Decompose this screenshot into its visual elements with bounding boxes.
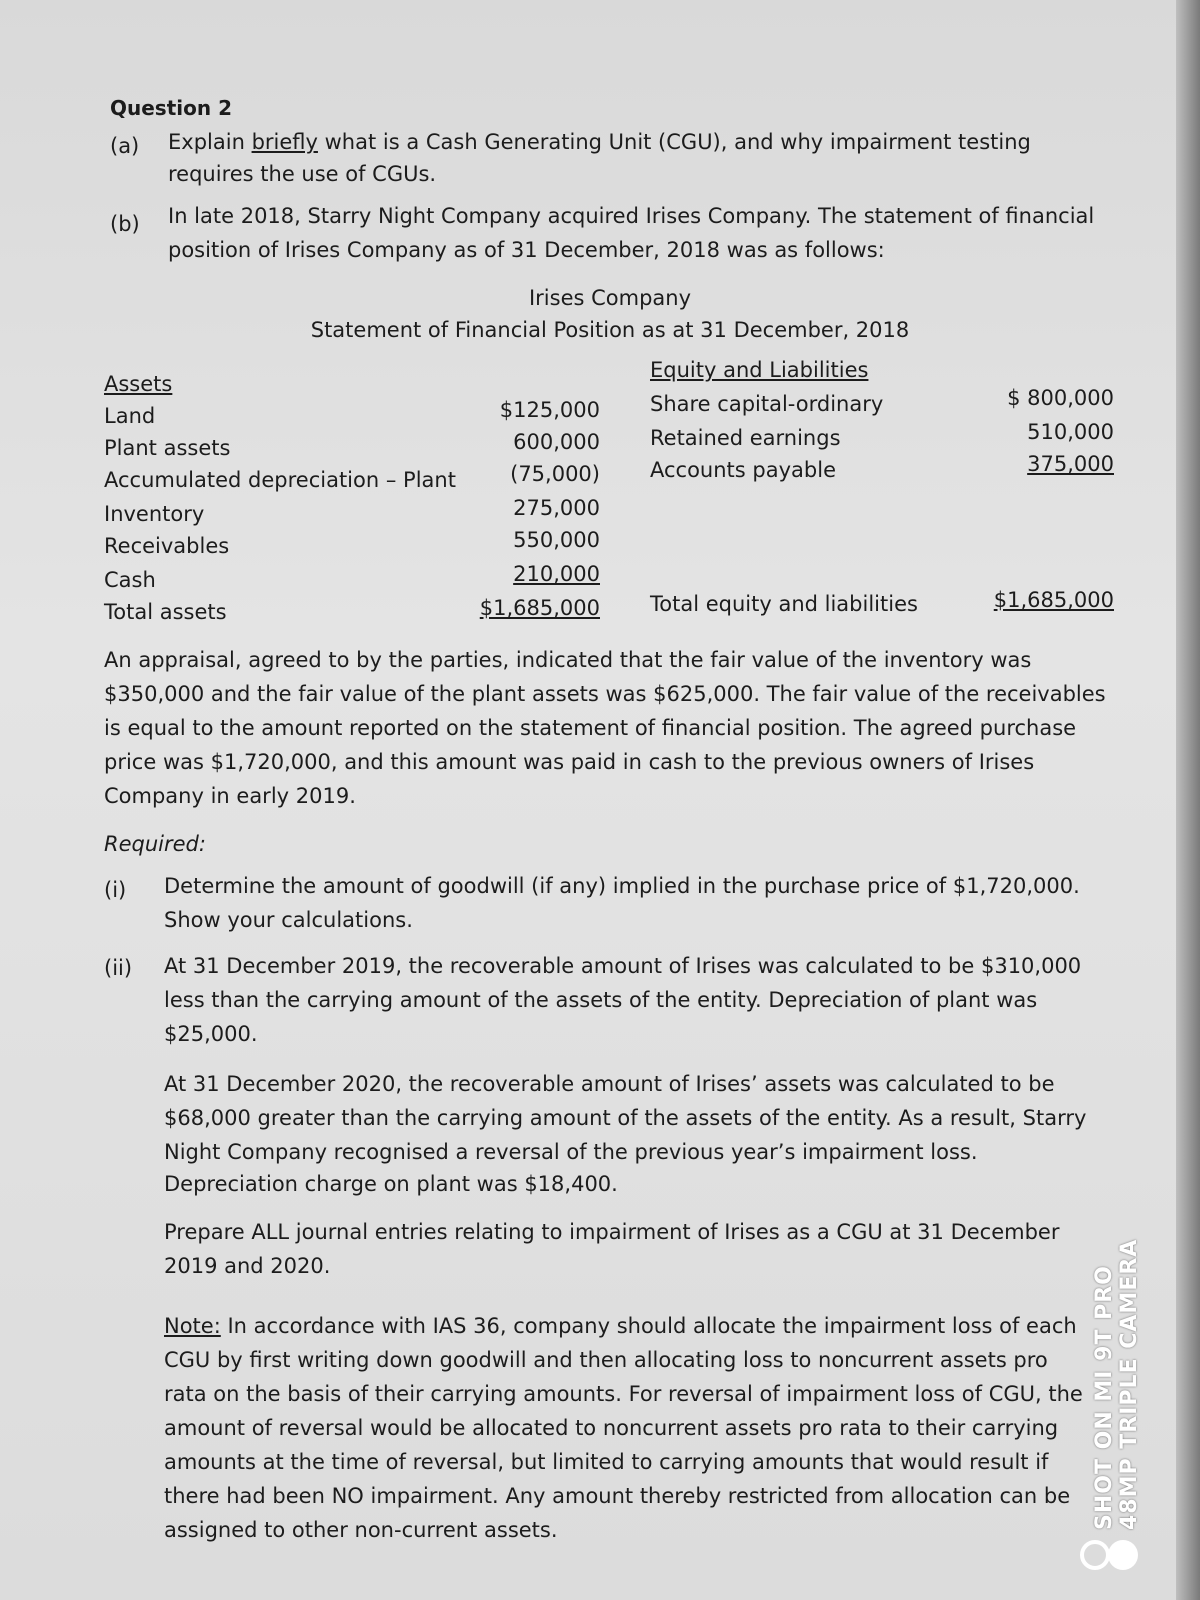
note-line6: there had been NO impairment. Any amount thereby restricted from allocation can be	[164, 1484, 1071, 1508]
appraisal-line-1: An appraisal, agreed to by the parties, indicated that the fair value of the inventory was	[104, 648, 1032, 672]
asset-value-plant: 600,000	[513, 430, 600, 454]
item-ii-p3-line2: 2019 and 2020.	[164, 1254, 331, 1278]
required-label: Required:	[104, 832, 206, 856]
part-b-marker: (b)	[110, 212, 140, 236]
equity-value-retained: 510,000	[1027, 420, 1114, 444]
camera-watermark	[1092, 1090, 1172, 1530]
watermark-ring-icon	[1080, 1540, 1110, 1570]
item-ii-p1-line3: $25,000.	[164, 1022, 258, 1046]
item-ii-p1-line1: At 31 December 2019, the recoverable amount of Irises was calculated to be $310,000	[164, 954, 1082, 978]
note-label: Note:	[164, 1314, 221, 1338]
appraisal-line-3: is equal to the amount reported on the statement of financial position. The agreed purchase	[104, 716, 1077, 740]
part-a-line1-pre: Explain	[168, 130, 252, 154]
note-line1-text: In accordance with IAS 36, company should allocate the impairment loss of each	[220, 1314, 1077, 1338]
note-line7: assigned to other non-current assets.	[164, 1518, 558, 1542]
asset-value-accum-dep: (75,000)	[510, 462, 600, 486]
item-i-line2: Show your calculations.	[164, 908, 413, 932]
note-line2: CGU by first writing down goodwill and then allocating loss to noncurrent assets pro	[164, 1348, 1048, 1372]
part-a-line2: requires the use of CGUs.	[168, 162, 437, 186]
note-line1	[164, 1310, 1077, 1342]
part-b-line2: position of Irises Company as of 31 December, 2018 was as follows:	[168, 238, 885, 262]
statement-title: Statement of Financial Position as at 31 December, 2018	[310, 318, 910, 342]
watermark-line2: 48MP TRIPLE CAMERA	[1117, 1238, 1142, 1530]
item-ii-p2-line4: Depreciation charge on plant was $18,400.	[164, 1172, 618, 1196]
equity-label-payable: Accounts payable	[650, 458, 836, 482]
item-ii-p1-line2: less than the carrying amount of the assets of the entity. Depreciation of plant was	[164, 988, 1038, 1012]
item-ii-p2-line3: Night Company recognised a reversal of the previous year’s impairment loss.	[164, 1140, 978, 1164]
cash-value-text: 210,000	[513, 562, 600, 586]
asset-value-inventory: 275,000	[513, 496, 600, 520]
total-assets-value	[470, 596, 600, 620]
total-assets-value-text: $1,685,000	[479, 596, 600, 620]
part-a-line1	[168, 126, 1031, 158]
assets-header: Assets	[104, 372, 173, 396]
watermark-dot-icon	[1108, 1540, 1138, 1570]
item-ii-p2-line2: $68,000 greater than the carrying amount of the assets of the entity. As a result, Starry	[164, 1106, 1087, 1130]
part-a-underlined-word: briefly	[251, 130, 318, 154]
equity-header: Equity and Liabilities	[650, 358, 869, 382]
asset-label-accum-dep: Accumulated depreciation – Plant	[104, 468, 456, 492]
question-title: Question 2	[110, 96, 232, 120]
payable-value-text: 375,000	[1027, 452, 1114, 476]
watermark-line1: SHOT ON MI 9T PRO	[1092, 1265, 1117, 1530]
note-line3: rata on the basis of their carrying amounts. For reversal of impairment loss of CGU, the	[164, 1382, 1083, 1406]
asset-label-receivables: Receivables	[104, 534, 230, 558]
equity-value-payable	[984, 452, 1114, 476]
equity-label-retained: Retained earnings	[650, 426, 841, 450]
appraisal-line-5: Company in early 2019.	[104, 784, 356, 808]
total-assets-label: Total assets	[104, 600, 227, 624]
page-edge-shadow	[1176, 0, 1200, 1600]
note-line4: amount of reversal would be allocated to noncurrent assets pro rata to their carrying	[164, 1416, 1059, 1440]
note-line5: amounts at the time of reversal, but limited to carrying amounts that would result if	[164, 1450, 1049, 1474]
asset-label-plant: Plant assets	[104, 436, 231, 460]
part-a-line1-post: what is a Cash Generating Unit (CGU), and why impairment testing	[317, 130, 1031, 154]
item-i-marker: (i)	[104, 878, 127, 902]
equity-value-share-capital: $ 800,000	[1007, 386, 1114, 410]
statement-company: Irises Company	[528, 286, 692, 310]
appraisal-line-2: $350,000 and the fair value of the plant assets was $625,000. The fair value of the receivables	[104, 682, 1106, 706]
asset-label-land: Land	[104, 404, 156, 428]
asset-value-cash	[470, 562, 600, 586]
item-ii-p2-line1: At 31 December 2020, the recoverable amount of Irises’ assets was calculated to be	[164, 1072, 1055, 1096]
item-i-line1: Determine the amount of goodwill (if any) implied in the purchase price of $1,720,000.	[164, 874, 1080, 898]
appraisal-line-4: price was $1,720,000, and this amount was paid in cash to the previous owners of Irises	[104, 750, 1035, 774]
item-ii-p3-line1: Prepare ALL journal entries relating to impairment of Irises as a CGU at 31 December	[164, 1220, 1060, 1244]
total-equity-value-text: $1,685,000	[993, 588, 1114, 612]
part-b-line1: In late 2018, Starry Night Company acquired Irises Company. The statement of financial	[168, 204, 1095, 228]
total-equity-value	[984, 588, 1114, 612]
asset-value-land: $125,000	[499, 398, 600, 422]
asset-label-cash: Cash	[104, 568, 156, 592]
asset-label-inventory: Inventory	[104, 502, 205, 526]
equity-label-share-capital: Share capital-ordinary	[650, 392, 884, 416]
total-equity-label: Total equity and liabilities	[650, 592, 918, 616]
item-ii-marker: (ii)	[104, 956, 133, 980]
part-a-marker: (a)	[110, 134, 140, 158]
asset-value-receivables: 550,000	[513, 528, 600, 552]
watermark-text	[1092, 1090, 1142, 1530]
